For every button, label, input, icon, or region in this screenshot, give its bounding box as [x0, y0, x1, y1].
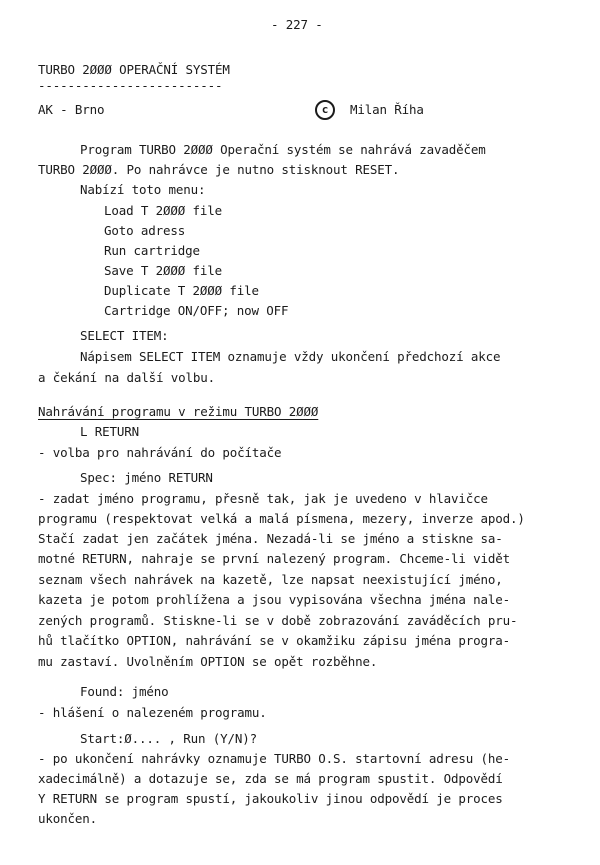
menu-item: Run cartridge: [104, 243, 200, 258]
menu-item: Save T 2ØØØ file: [104, 263, 223, 278]
document-title: TURBO 2ØØØ OPERAČNÍ SYSTÉM: [38, 62, 230, 77]
author-location: AK - Brno: [38, 102, 105, 117]
section-heading: Nahrávání programu v režimu TURBO 2ØØØ: [38, 404, 319, 419]
command-spec: Spec: jméno RETURN: [80, 470, 213, 485]
title-rule: -------------------------: [38, 78, 223, 93]
command-l-return: L RETURN: [80, 424, 140, 439]
author-name: Milan Říha: [350, 102, 424, 117]
message-start: Start:Ø.... , Run (Y/N)?: [80, 731, 258, 746]
start-desc-line: Y RETURN se program spustí, jakoukoliv jinou odpovědí je proces: [38, 791, 503, 806]
found-desc: - hlášení o nalezeném programu.: [38, 705, 267, 720]
spec-desc-line: zených programů. Stiskne-li se v době zobrazování zaváděcích pru-: [38, 613, 518, 628]
start-desc-line: - po ukončení nahrávky oznamuje TURBO O.S. startovní adresu (he-: [38, 751, 511, 766]
menu-item: Cartridge ON/OFF; now OFF: [104, 303, 289, 318]
start-desc-line: ukončen.: [38, 811, 98, 826]
page-number: - 227 -: [271, 17, 323, 32]
select-item-desc: a čekání na další volbu.: [38, 370, 216, 385]
copyright-icon: c: [315, 100, 335, 120]
intro-line: Program TURBO 2ØØØ Operační systém se nahrává zavaděčem: [80, 142, 486, 157]
intro-line: Nabízí toto menu:: [80, 182, 206, 197]
menu-item: Goto adress: [104, 223, 186, 238]
select-item-label: SELECT ITEM:: [80, 328, 169, 343]
spec-desc-line: - zadat jméno programu, přesně tak, jak je uvedeno v hlavičce: [38, 491, 488, 506]
menu-item: Load T 2ØØØ file: [104, 203, 223, 218]
spec-desc-line: seznam všech nahrávek na kazetě, lze napsat neexistující jméno,: [38, 572, 503, 587]
command-desc: - volba pro nahrávání do počítače: [38, 445, 282, 460]
intro-line: TURBO 2ØØØ. Po nahrávce je nutno stisknout RESET.: [38, 162, 400, 177]
spec-desc-line: Stačí zadat jen začátek jména. Nezadá-li se jméno a stiskne sa-: [38, 531, 503, 546]
spec-desc-line: programu (respektovat velká a malá písmena, mezery, inverze apod.): [38, 511, 525, 526]
spec-desc-line: motné RETURN, nahraje se první nalezený program. Chceme-li vidět: [38, 551, 511, 566]
message-found: Found: jméno: [80, 684, 169, 699]
select-item-desc: Nápisem SELECT ITEM oznamuje vždy ukončení předchozí akce: [80, 349, 501, 364]
spec-desc-line: kazeta je potom prohlížena a jsou vypisována všechna jména nale-: [38, 592, 511, 607]
menu-item: Duplicate T 2ØØØ file: [104, 283, 259, 298]
spec-desc-line: hů tlačítko OPTION, nahrávání se v okamžiku zápisu jména progra-: [38, 633, 511, 648]
start-desc-line: xadecimálně) a dotazuje se, zda se má program spustit. Odpovědí: [38, 771, 503, 786]
spec-desc-line: mu zastaví. Uvolněním OPTION se opět rozběhne.: [38, 654, 378, 669]
